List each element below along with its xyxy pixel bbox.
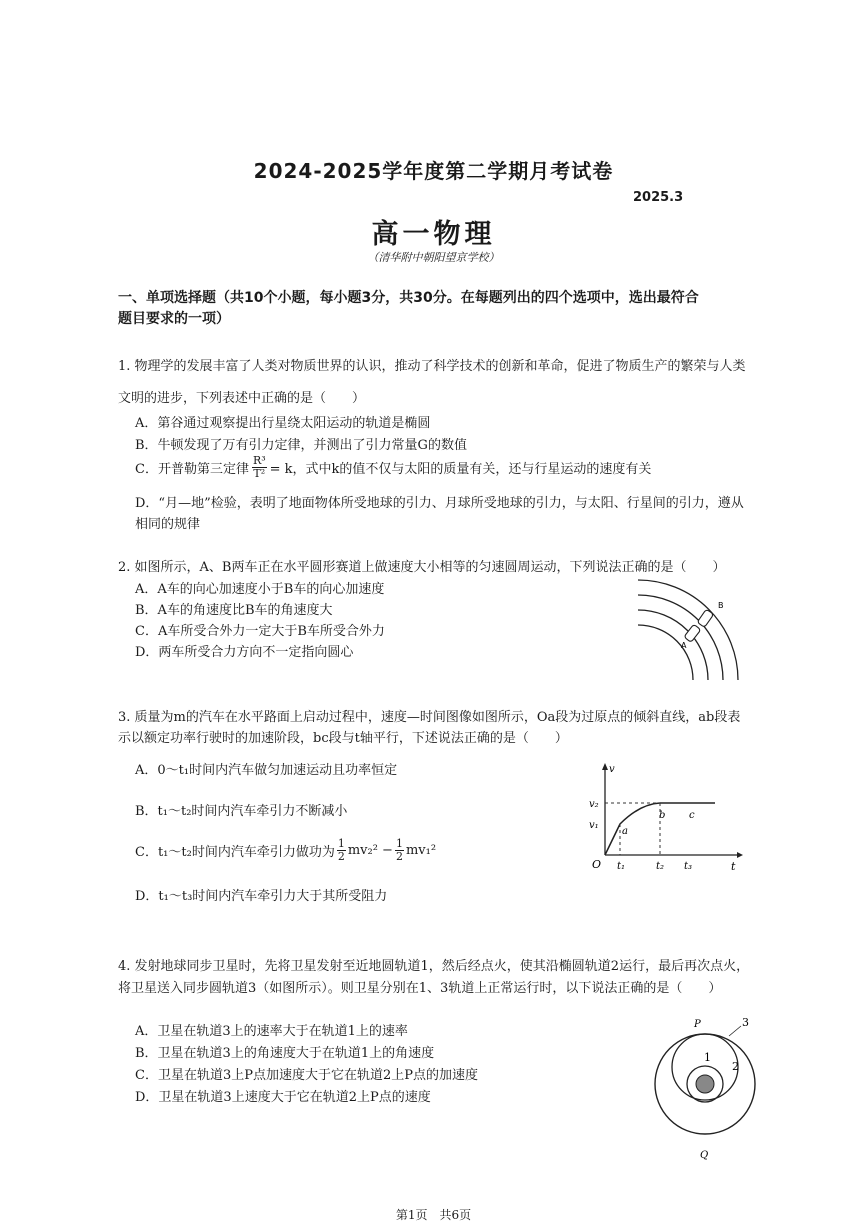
q2-option-a: A．A车的向心加速度小于B车的向心加速度: [135, 582, 385, 597]
half-den-1: 2: [337, 850, 345, 864]
v-axis-arrow: [602, 763, 608, 770]
q1-stem-line1: 1. 物理学的发展丰富了人类对物质世界的认识，推动了科学技术的创新和革命，促进了物质生产的繁荣与人类: [118, 359, 746, 374]
point-c-label: c: [689, 810, 695, 821]
q3-option-c-mid: mv₂² −: [347, 843, 393, 859]
q3-option-b: B．t₁～t₂时间内汽车牵引力不断减小: [135, 804, 348, 819]
q3-stem-line2: 示以额定功率行驶时的加速阶段，bc段与t轴平行，下述说法正确的是（ ）: [118, 731, 568, 746]
section-heading-cont: 题目要求的一项）: [118, 311, 230, 327]
track-arc-3: [638, 610, 708, 680]
point-b-label: b: [659, 810, 666, 821]
half-den-2: 2: [395, 850, 403, 864]
track-arc-4: [638, 625, 693, 680]
half-num-2: 1: [395, 837, 403, 850]
q3-stem-line1: 3. 质量为m的汽车在水平路面上启动过程中，速度—时间图像如图所示，Oa段为过原点的倾斜直线，ab段表: [118, 710, 741, 725]
q1-option-d-line2: 相同的规律: [135, 517, 201, 532]
q4-option-d: D．卫星在轨道3上速度大于它在轨道2上P点的速度: [135, 1090, 431, 1105]
school-name: （清华附中朝阳望京学校）: [367, 251, 500, 264]
v1-label: v₁: [589, 820, 599, 831]
orbit-3-leader: [729, 1026, 741, 1036]
half-fraction-2: [395, 838, 404, 863]
v-axis-label: v: [609, 764, 615, 775]
earth: [696, 1075, 714, 1093]
t-axis-label: t: [731, 860, 736, 873]
q1-option-c-post: = k，式中k的值不仅与太阳的质量有关，还与行星运动的速度有关: [269, 462, 652, 478]
q1-option-a: A．第谷通过观察提出行星绕太阳运动的轨道是椭圆: [135, 416, 431, 431]
page-footer: 第1页 共6页: [395, 1208, 472, 1222]
origin-label: O: [592, 858, 602, 871]
q2-option-c: C．A车所受合外力一定大于B车所受合外力: [135, 624, 385, 639]
point-p-label: P: [694, 1019, 701, 1030]
q3-option-a: A．0～t₁时间内汽车做匀加速运动且功率恒定: [135, 763, 398, 778]
q1-option-c-pre: C．开普勒第三定律: [135, 462, 249, 478]
q2-option-b: B．A车的角速度比B车的角速度大: [135, 603, 333, 618]
half-fraction-1: [337, 838, 346, 863]
q4-stem-line2: 将卫星送入同步圆轨道3（如图所示）。则卫星分别在1、3轨道上正常运行时，以下说法正确的是（ ）: [118, 981, 722, 996]
q4-option-c: C．卫星在轨道3上P点加速度大于它在轨道2上P点的加速度: [135, 1068, 478, 1083]
q2-option-d: D．两车所受合力方向不一定指向圆心: [135, 645, 354, 660]
q3-option-c-post: mv₁²: [405, 843, 437, 859]
kepler-fraction: [252, 455, 267, 480]
car-a: [684, 624, 701, 642]
q2-race-track-figure: [628, 575, 748, 680]
kepler-numerator: R³: [252, 454, 266, 467]
q1-option-b: B．牛顿发现了万有引力定律，并测出了引力常量G的数值: [135, 438, 467, 453]
orbit-2-label: 2: [732, 1060, 739, 1073]
q3-option-c-pre: C．t₁～t₂时间内汽车牵引力做功为: [135, 845, 335, 861]
kepler-denominator: T²: [253, 467, 266, 481]
track-arc-2: [638, 595, 723, 680]
label-a: A: [681, 641, 687, 650]
label-b: B: [718, 601, 724, 610]
q4-option-b: B．卫星在轨道3上的角速度大于在轨道1上的角速度: [135, 1046, 435, 1061]
q4-option-a: A．卫星在轨道3上的速率大于在轨道1上的速率: [135, 1024, 408, 1039]
subject-title: 高一物理: [371, 219, 496, 250]
track-arc-1: [638, 580, 738, 680]
q4-orbit-figure: [645, 1012, 775, 1160]
q1-option-d-line1: D．“月—地”检验，表明了地面物体所受地球的引力、月球所受地球的引力，与太阳、行星间的引力，遵从: [135, 496, 744, 511]
q3-vt-graph: [585, 760, 745, 878]
exam-date: 2025.3: [633, 190, 684, 205]
q4-stem-line1: 4. 发射地球同步卫星时，先将卫星发射至近地圆轨道1，然后经点火，使其沿椭圆轨道2运行，最后再次点火，: [118, 959, 750, 974]
q2-stem: 2. 如图所示，A、B两车正在水平圆形赛道上做速度大小相等的匀速圆周运动，下列说法正确的是（ ）: [118, 560, 726, 575]
point-a-label: a: [622, 826, 628, 837]
t2-label: t₂: [656, 861, 665, 872]
q1-option-c: [135, 455, 651, 480]
point-q-label: Q: [700, 1150, 709, 1160]
orbit-1-label: 1: [704, 1051, 711, 1064]
section-heading: 一、单项选择题（共10个小题，每小题3分，共30分。在每题列出的四个选项中，选出最符合: [118, 290, 699, 306]
t3-label: t₃: [684, 861, 693, 872]
t-axis-arrow: [737, 852, 743, 858]
v2-label: v₂: [589, 799, 599, 810]
orbit-3-label: 3: [742, 1016, 749, 1029]
half-num-1: 1: [337, 837, 345, 850]
q3-option-c: [135, 838, 436, 863]
q3-option-d: D．t₁～t₃时间内汽车牵引力大于其所受阻力: [135, 889, 388, 904]
exam-title: 2024-2025学年度第二学期月考试卷: [253, 159, 614, 183]
q1-stem-line2: 文明的进步，下列表述中正确的是（ ）: [118, 391, 366, 406]
t1-label: t₁: [617, 861, 626, 872]
